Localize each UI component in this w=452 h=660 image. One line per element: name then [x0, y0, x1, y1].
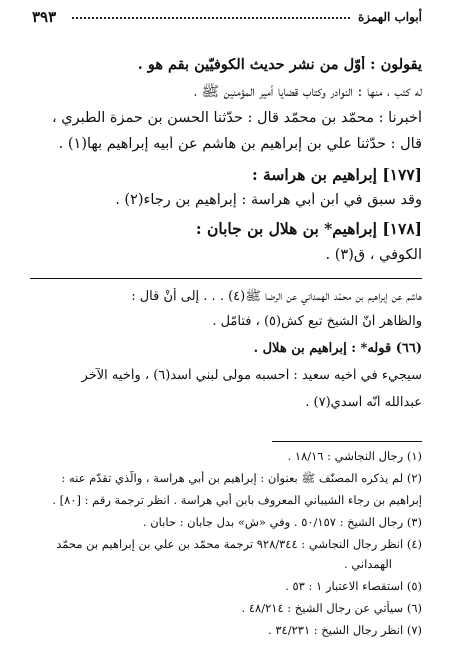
- body-line: الكوفي ، ق(٣) .: [325, 247, 422, 263]
- body-line: أخبرنا : محمّد بن محمّد قال : حدّثنا الحسن بن حمزة الطبري ،: [51, 110, 422, 126]
- body-line: يقولون : أوّل من نشر حديث الكوفيّين بقم هو .: [137, 56, 422, 73]
- footnote: (١) رجال النجاشي : ١٨/١٦ .: [287, 449, 422, 463]
- footnote: (٣) رجال الشيخ : ٥٠/١٥٧ . وفي «ش» بدل جابان : حابان .: [142, 515, 422, 529]
- footnote: (٦) سيأتي عن رجال الشيخ : ٤٨/٢١٤ .: [241, 601, 422, 615]
- footnote: الهمداني .: [344, 557, 392, 571]
- header-leader-dots: [72, 17, 350, 19]
- footnote: إبراهيم بن رجاء الشيباني المعروف بابن أبي هراسة . انظر ترجمة رقم : [٨٠] .: [52, 493, 422, 507]
- section-divider: [30, 278, 422, 279]
- footnote: (٢) لم يذكره المصنّف ﷺ بعنوان : إبراهيم بن أبي هراسة ، والّذي تقدّم عنه :: [61, 471, 422, 485]
- chapter-title: أبواب الهمزة: [357, 10, 422, 24]
- commentary-heading: (٦٦) قوله* : إبراهيم بن هلال .: [253, 341, 422, 356]
- commentary-line: هاشم عن إبراهيم بن محمّد الهمداني عن الرضا ﷺ(٤) . . . إلى أنْ قال :: [131, 289, 422, 304]
- footnote-divider: [272, 441, 422, 442]
- commentary-line: سيجيء في أخيه سعيد : أحسبه مولى لبني أسد(٦) ، وأخيه الآخر: [81, 368, 422, 383]
- body-line: وقد سبق في ابن أبي هراسة : إبراهيم بن رجاء(٢) .: [115, 192, 422, 208]
- page-number: ٣٩٣: [32, 8, 57, 26]
- footnote: (٧) انظر رجال الشيخ : ٣٤/٢٣١ .: [268, 623, 422, 637]
- body-line: قال : حدّثنا علي بن إبراهيم بن هاشم عن أبيه إبراهيم بها(١) .: [58, 136, 422, 152]
- footnote: (٤) انظر رجال النجاشي : ٩٢٨/٣٤٤ ترجمة محمّد بن علي بن إبراهيم بن محمّد: [56, 537, 422, 551]
- entry-heading: [١٧٧] إبراهيم بن هراسة :: [251, 165, 422, 184]
- running-header: [32, 8, 422, 30]
- commentary-line: عبدالله أنّه أسدي(٧) .: [305, 395, 422, 410]
- footnote: (٥) استقصاء الاعتبار ١ : ٥٣ .: [285, 579, 422, 593]
- commentary-line: والظاهر أنّ الشيخ تبع كش(٥) ، فتأمّل .: [212, 314, 422, 329]
- body-line: له كتب ، منها : النوادر وكتاب قضايا أمير المؤمنين ﷺ ،: [194, 84, 422, 100]
- entry-heading: [١٧٨] إبراهيم* بن هلال بن جابان :: [195, 219, 422, 238]
